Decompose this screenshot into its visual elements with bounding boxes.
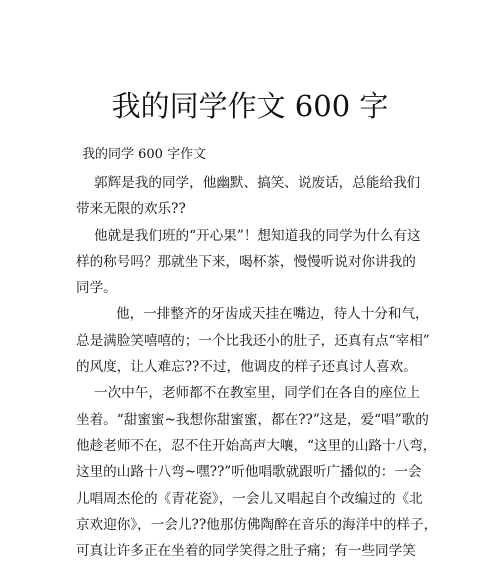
document-subtitle: 我的同学 600 字作文 <box>82 147 207 162</box>
body-line: 可真让许多正在坐着的同学笑得之肚子痛；有一些同学笑 <box>76 543 416 560</box>
body-line: 带来无限的欢乐?? <box>76 201 186 218</box>
document-title: 我的同学作文 600 字 <box>111 89 389 123</box>
body-line: 这里的山路十八弯~嘿??”听他唱歌就跟听广播似的：一会 <box>76 464 422 481</box>
body-line: 他趁老师不在，忍不住开始高声大嚷，“这里的山路十八弯， <box>76 437 437 454</box>
body-line: 他就是我们班的“开心果”！想知道我的同学为什么有这 <box>94 227 421 244</box>
body-line: 京欢迎你》，一会儿??他那仿佛陶醉在音乐的海洋中的样子， <box>76 516 438 533</box>
body-line: 儿唱周杰伦的《青花瓷》，一会儿又唱起自个改编过的《北 <box>76 490 423 507</box>
body-line: 坐着。“甜蜜蜜~我想你甜蜜蜜，都在??”这是，爱“唱”歌的 <box>76 411 429 428</box>
body-line: 一次中午，老师都不在教室里，同学们在各自的座位上 <box>94 385 421 402</box>
body-line: 郭辉是我的同学，他幽默、搞笑、说废话，总能给我们 <box>94 175 421 191</box>
body-line: 他，一排整齐的牙齿成天挂在嘴边，待人十分和气， <box>116 306 429 323</box>
body-line: 的风度，让人难忘??不过，他调皮的样子还真讨人喜欢。 <box>76 359 417 376</box>
document-body <box>76 170 436 564</box>
body-line: 样的称号吗？那就坐下来，喝杯茶，慢慢听说对你讲我的 <box>76 253 416 270</box>
body-line: 总是满脸笑嘻嘻的；一个比我还小的肚子，还真有点“宰相” <box>76 332 430 349</box>
body-line: 同学。 <box>76 280 117 297</box>
